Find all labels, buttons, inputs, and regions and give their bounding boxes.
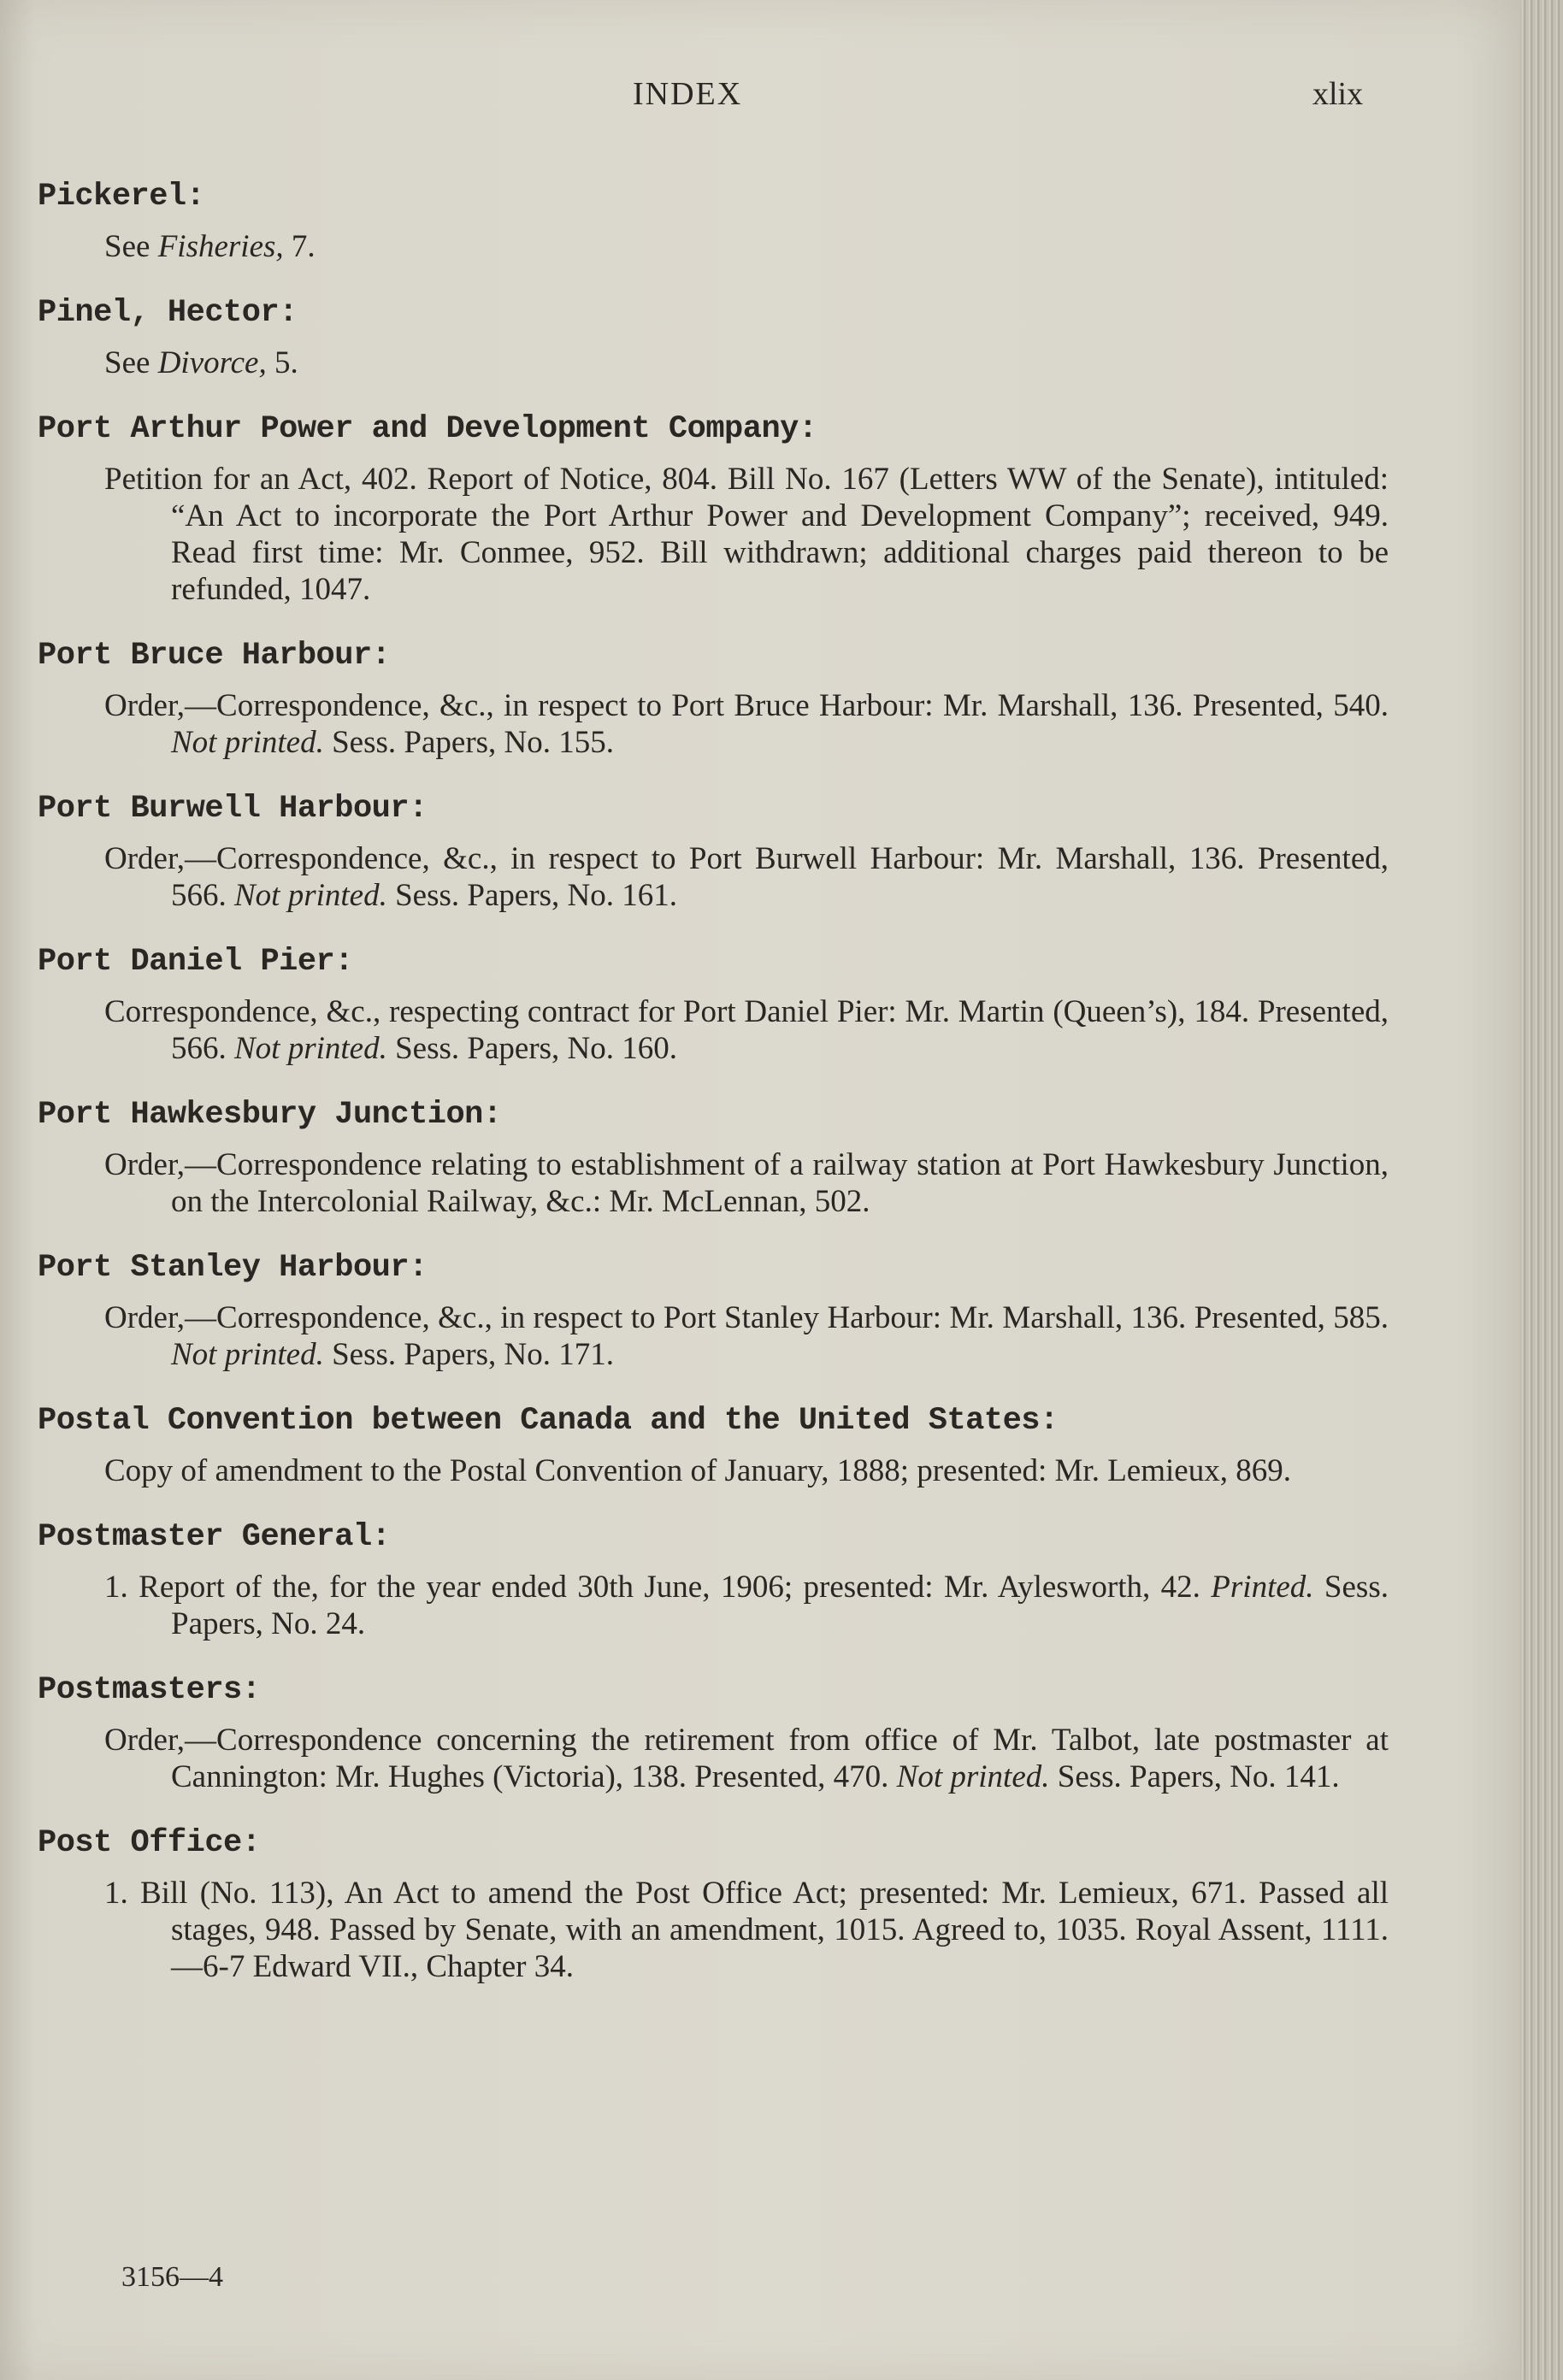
entry-heading: Pickerel: (38, 179, 205, 215)
entry-text-tail: Sess. Papers, No. 155. (323, 725, 615, 760)
index-entry (38, 1246, 1389, 1373)
index-entry (38, 787, 1389, 914)
entry-text: Correspondence, &c., respecting contract for Port Daniel Pier: Mr. Martin (Queen’s), 184. Presented, 566. (104, 994, 1389, 1066)
entry-body (104, 461, 1389, 608)
entry-body (104, 1299, 1389, 1373)
entry-text: Order,—Correspondence, &c., in respect to Port Stanley Harbour: Mr. Marshall, 136. Presented, 585. (104, 1300, 1389, 1335)
entry-body (104, 840, 1389, 914)
entry-text-tail: Sess. Papers, No. 160. (386, 1031, 678, 1066)
entry-body (104, 228, 1389, 265)
entry-body (104, 1722, 1389, 1795)
index-entry (38, 1516, 1389, 1642)
entry-heading: Port Burwell Harbour: (38, 791, 428, 827)
entry-heading: Postal Convention between Canada and the United States: (38, 1403, 1059, 1439)
entry-heading: Postmaster General: (38, 1519, 391, 1555)
book-binding-edge (1520, 0, 1563, 2380)
entry-heading: Post Office: (38, 1825, 261, 1861)
page-title: INDEX (633, 76, 743, 112)
entry-italic-text: Not printed. (171, 725, 324, 760)
index-entry (38, 1399, 1389, 1489)
entry-italic-text: Fisheries, (157, 229, 284, 264)
index-entry (38, 175, 1389, 265)
entry-heading: Port Stanley Harbour: (38, 1250, 428, 1286)
entry-text: See (104, 229, 158, 264)
entry-text: 1. Bill (No. 113), An Act to amend the Post Office Act; presented: Mr. Lemieux, 671. Passed all stages, 948. Passed by Senate, with an amendment, 1015. Agreed to, 1035. Royal Assent, 1111.—6-7 Edward VII., Chapter 34. (104, 1876, 1389, 1984)
entry-heading: Pinel, Hector: (38, 295, 298, 331)
entry-body (104, 1875, 1389, 1985)
entry-body (104, 993, 1389, 1067)
entry-text: Order,—Correspondence, &c., in respect to Port Bruce Harbour: Mr. Marshall, 136. Presented, 540. (104, 688, 1389, 723)
entry-italic-text: Not printed. (234, 878, 387, 913)
entry-text: 1. Report of the, for the year ended 30th June, 1906; presented: Mr. Aylesworth, 42. (104, 1570, 1212, 1605)
index-entry (38, 408, 1389, 608)
entry-body (104, 345, 1389, 381)
entry-body (104, 687, 1389, 761)
entry-body (104, 1452, 1389, 1489)
entry-italic-text: Printed. (1211, 1570, 1314, 1605)
page-header (0, 75, 1520, 118)
entry-text: Petition for an Act, 402. Report of Notice, 804. Bill No. 167 (Letters WW of the Senate), intituled: “An Act to incorporate the Port Arthur Power and Development Company”; received, 949. Read first time: Mr. Conmee, 952. Bill withdrawn; additional charges paid thereon to be refunded, 1047. (104, 462, 1389, 607)
entry-heading: Port Hawkesbury Junction: (38, 1097, 502, 1133)
entry-text: Copy of amendment to the Postal Convention of January, 1888; presented: Mr. Lemieux, 869. (104, 1453, 1291, 1488)
index-entries (38, 175, 1389, 1985)
entry-heading: Port Daniel Pier: (38, 944, 353, 980)
entry-text: Order,—Correspondence, &c., in respect to Port Burwell Harbour: Mr. Marshall, 136. Presented, 566. (104, 841, 1389, 913)
entry-body (104, 1569, 1389, 1642)
index-entry (38, 1093, 1389, 1220)
entry-text-tail: Sess. Papers, No. 24. (171, 1570, 1389, 1641)
index-entry (38, 940, 1389, 1067)
entry-text: Order,—Correspondence relating to establishment of a railway station at Port Hawkesbury Junction, on the Intercolonial Railway, &c.: Mr. McLennan, 502. (104, 1147, 1389, 1219)
entry-heading: Port Arthur Power and Development Company: (38, 411, 817, 447)
entry-text-tail: 7. (283, 229, 316, 264)
index-entry (38, 1822, 1389, 1985)
entry-italic-text: Divorce, (157, 345, 267, 380)
entry-text-tail: Sess. Papers, No. 141. (1049, 1759, 1340, 1794)
entry-italic-text: Not printed. (171, 1337, 324, 1372)
index-entry (38, 634, 1389, 761)
entry-text-tail: Sess. Papers, No. 161. (386, 878, 678, 913)
entry-heading: Port Bruce Harbour: (38, 638, 391, 674)
entry-text-tail: Sess. Papers, No. 171. (323, 1337, 615, 1372)
entry-heading: Postmasters: (38, 1672, 261, 1708)
index-entry (38, 1669, 1389, 1795)
entry-text: Order,—Correspondence concerning the retirement from office of Mr. Talbot, late postmaster at Cannington: Mr. Hughes (Victoria), 138. Presented, 470. (104, 1723, 1389, 1794)
entry-text-tail: 5. (266, 345, 298, 380)
page-number: xlix (1312, 76, 1364, 112)
entry-text: See (104, 345, 158, 380)
index-entry (38, 292, 1389, 381)
entry-body (104, 1146, 1389, 1220)
signature-code: 3156—4 (121, 2261, 223, 2293)
entry-italic-text: Not printed. (896, 1759, 1050, 1794)
entry-italic-text: Not printed. (234, 1031, 387, 1066)
